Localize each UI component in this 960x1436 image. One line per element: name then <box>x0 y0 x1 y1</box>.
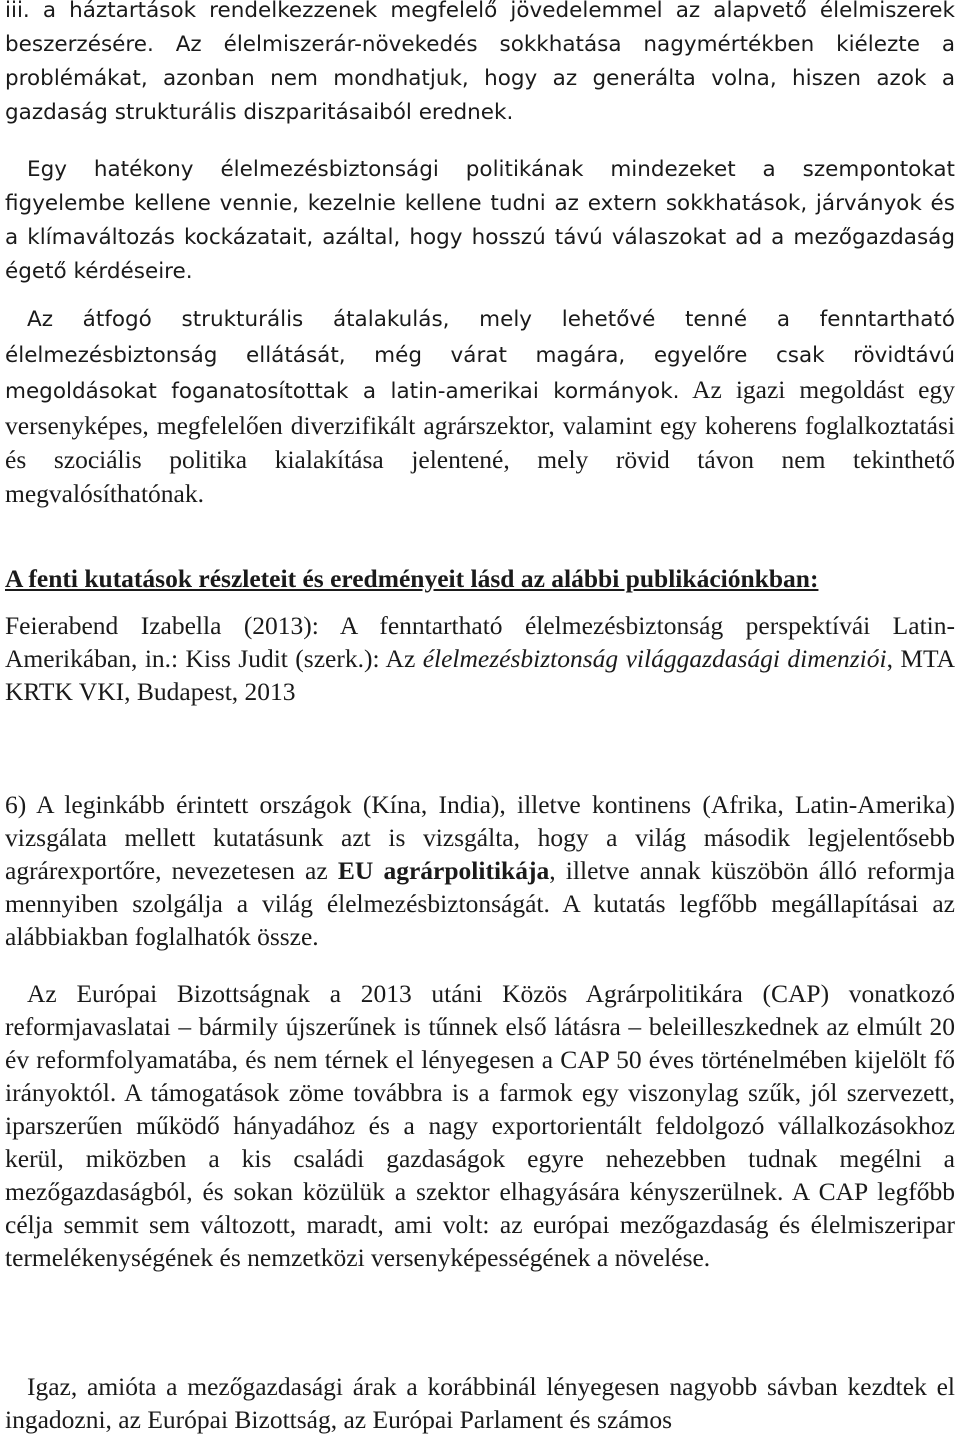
publications-heading: A fenti kutatások részleteit és eredményeit lásd az alábbi publikációnkban: <box>5 564 819 593</box>
paragraph-policy: Egy hatékony élelmezésbiztonsági politikának mindezeket a szempontokat figyelembe kellene vennie, kezelnie kellene tudni az extern sokkhatások, járványok és a klímaváltozás kockázatait, azáltal, hogy hosszú távú válaszokat ad a mezőgazdaság égető kérdéseire. <box>5 157 955 284</box>
paragraph-structural-serif-part: Az igazi megoldást egy versenyképes, megfelelően diverzifikált agrárszektor, valamint egy koherens foglalkoztatási és szociális politika kialakítása jelentené, mely rövid távon nem tekinthető megvalósíthatónak. <box>5 375 955 508</box>
paragraph-cap-reform: Az Európai Bizottságnak a 2013 utáni Közös Agrárpolitikára (CAP) vonatkozó reformjavaslatai – bármily újszerűnek is tűnnek első látásra – beleilleszkednek az elmúlt 20 év reformfolyamatába, és nem térnek el lényegesen a CAP 50 éves történelmében kijelölt fő irányoktól. A támogatások zöme továbbra is a farmok egy viszonylag szűk, jól szervezett, iparszerűen működő hányadához és a nagy exportorientált feldolgozó vállalkozásokhoz kerül, miközben a kis családi gazdaságok egyre nehezebben tudnak megélni a mezőgazdaságból, és sokan közülük a szektor elhagyására kényszerülnek. A CAP legfőbb célja semmit sem változott, maradt, ami volt: az európai mezőgazdaság és élelmiszeripar termelékenységének és nemzetközi versenyképességének a növelése. <box>5 979 955 1272</box>
paragraph-structural-transformation <box>5 301 955 511</box>
section-6-text-before: 6) A leginkább érintett országok (Kína, India), illetve kontinens (Afrika, Latin-Amerika) vizsgálata mellett kutatásunk azt is vizsgálta, hogy a világ második legjelentősebb agrárexportőre, nevezetesen az <box>5 790 955 885</box>
publication-citation <box>5 609 955 708</box>
section-6-paragraph <box>5 788 955 953</box>
section-6-bold-eu-cap: EU agrárpolitikája <box>337 856 550 885</box>
citation-text: Feierabend Izabella (2013): A fenntartható élelmezésbiztonság perspektívái Latin-Amerikában, in.: Kiss Judit (szerk.): Az <box>5 611 955 673</box>
paragraph-iii: iii. a háztartások rendelkezzenek megfelelő jövedelemmel az alapvető élelmiszerek beszerzésére. Az élelmiszerár-növekedés sokkhatása nagymértékben kiélezte a problémákat, azonban nem mondhatjuk, hogy az generálta volna, hiszen azok a gazdaság strukturális diszparitásaiból erednek. <box>5 0 955 125</box>
paragraph-price-volatility: Igaz, amióta a mezőgazdasági árak a korábbinál lényegesen nagyobb sávban kezdtek el ingadozni, az Európai Bizottság, az Európai Parlament és számos <box>5 1372 955 1434</box>
section-6-text-after: , illetve annak küszöbön álló reformja mennyiben szolgálja a világ élelmezésbiztonságát. A kutatás legfőbb megállapításai az alábbiakban foglalhatók össze. <box>5 856 955 951</box>
citation-book-title: élelmezésbiztonság világgazdasági dimenziói <box>422 644 887 673</box>
citation-publisher: , MTA KRTK VKI, Budapest, 2013 <box>5 644 956 706</box>
paragraph-structural-sans-part: Az átfogó strukturális átalakulás, mely lehetővé tenné a fenntartható élelmezésbiztonság ellátását, még várat magára, egyelőre csak rövidtávú megoldásokat foganatosítottak a latin-amerikai kormányok. <box>5 307 955 404</box>
